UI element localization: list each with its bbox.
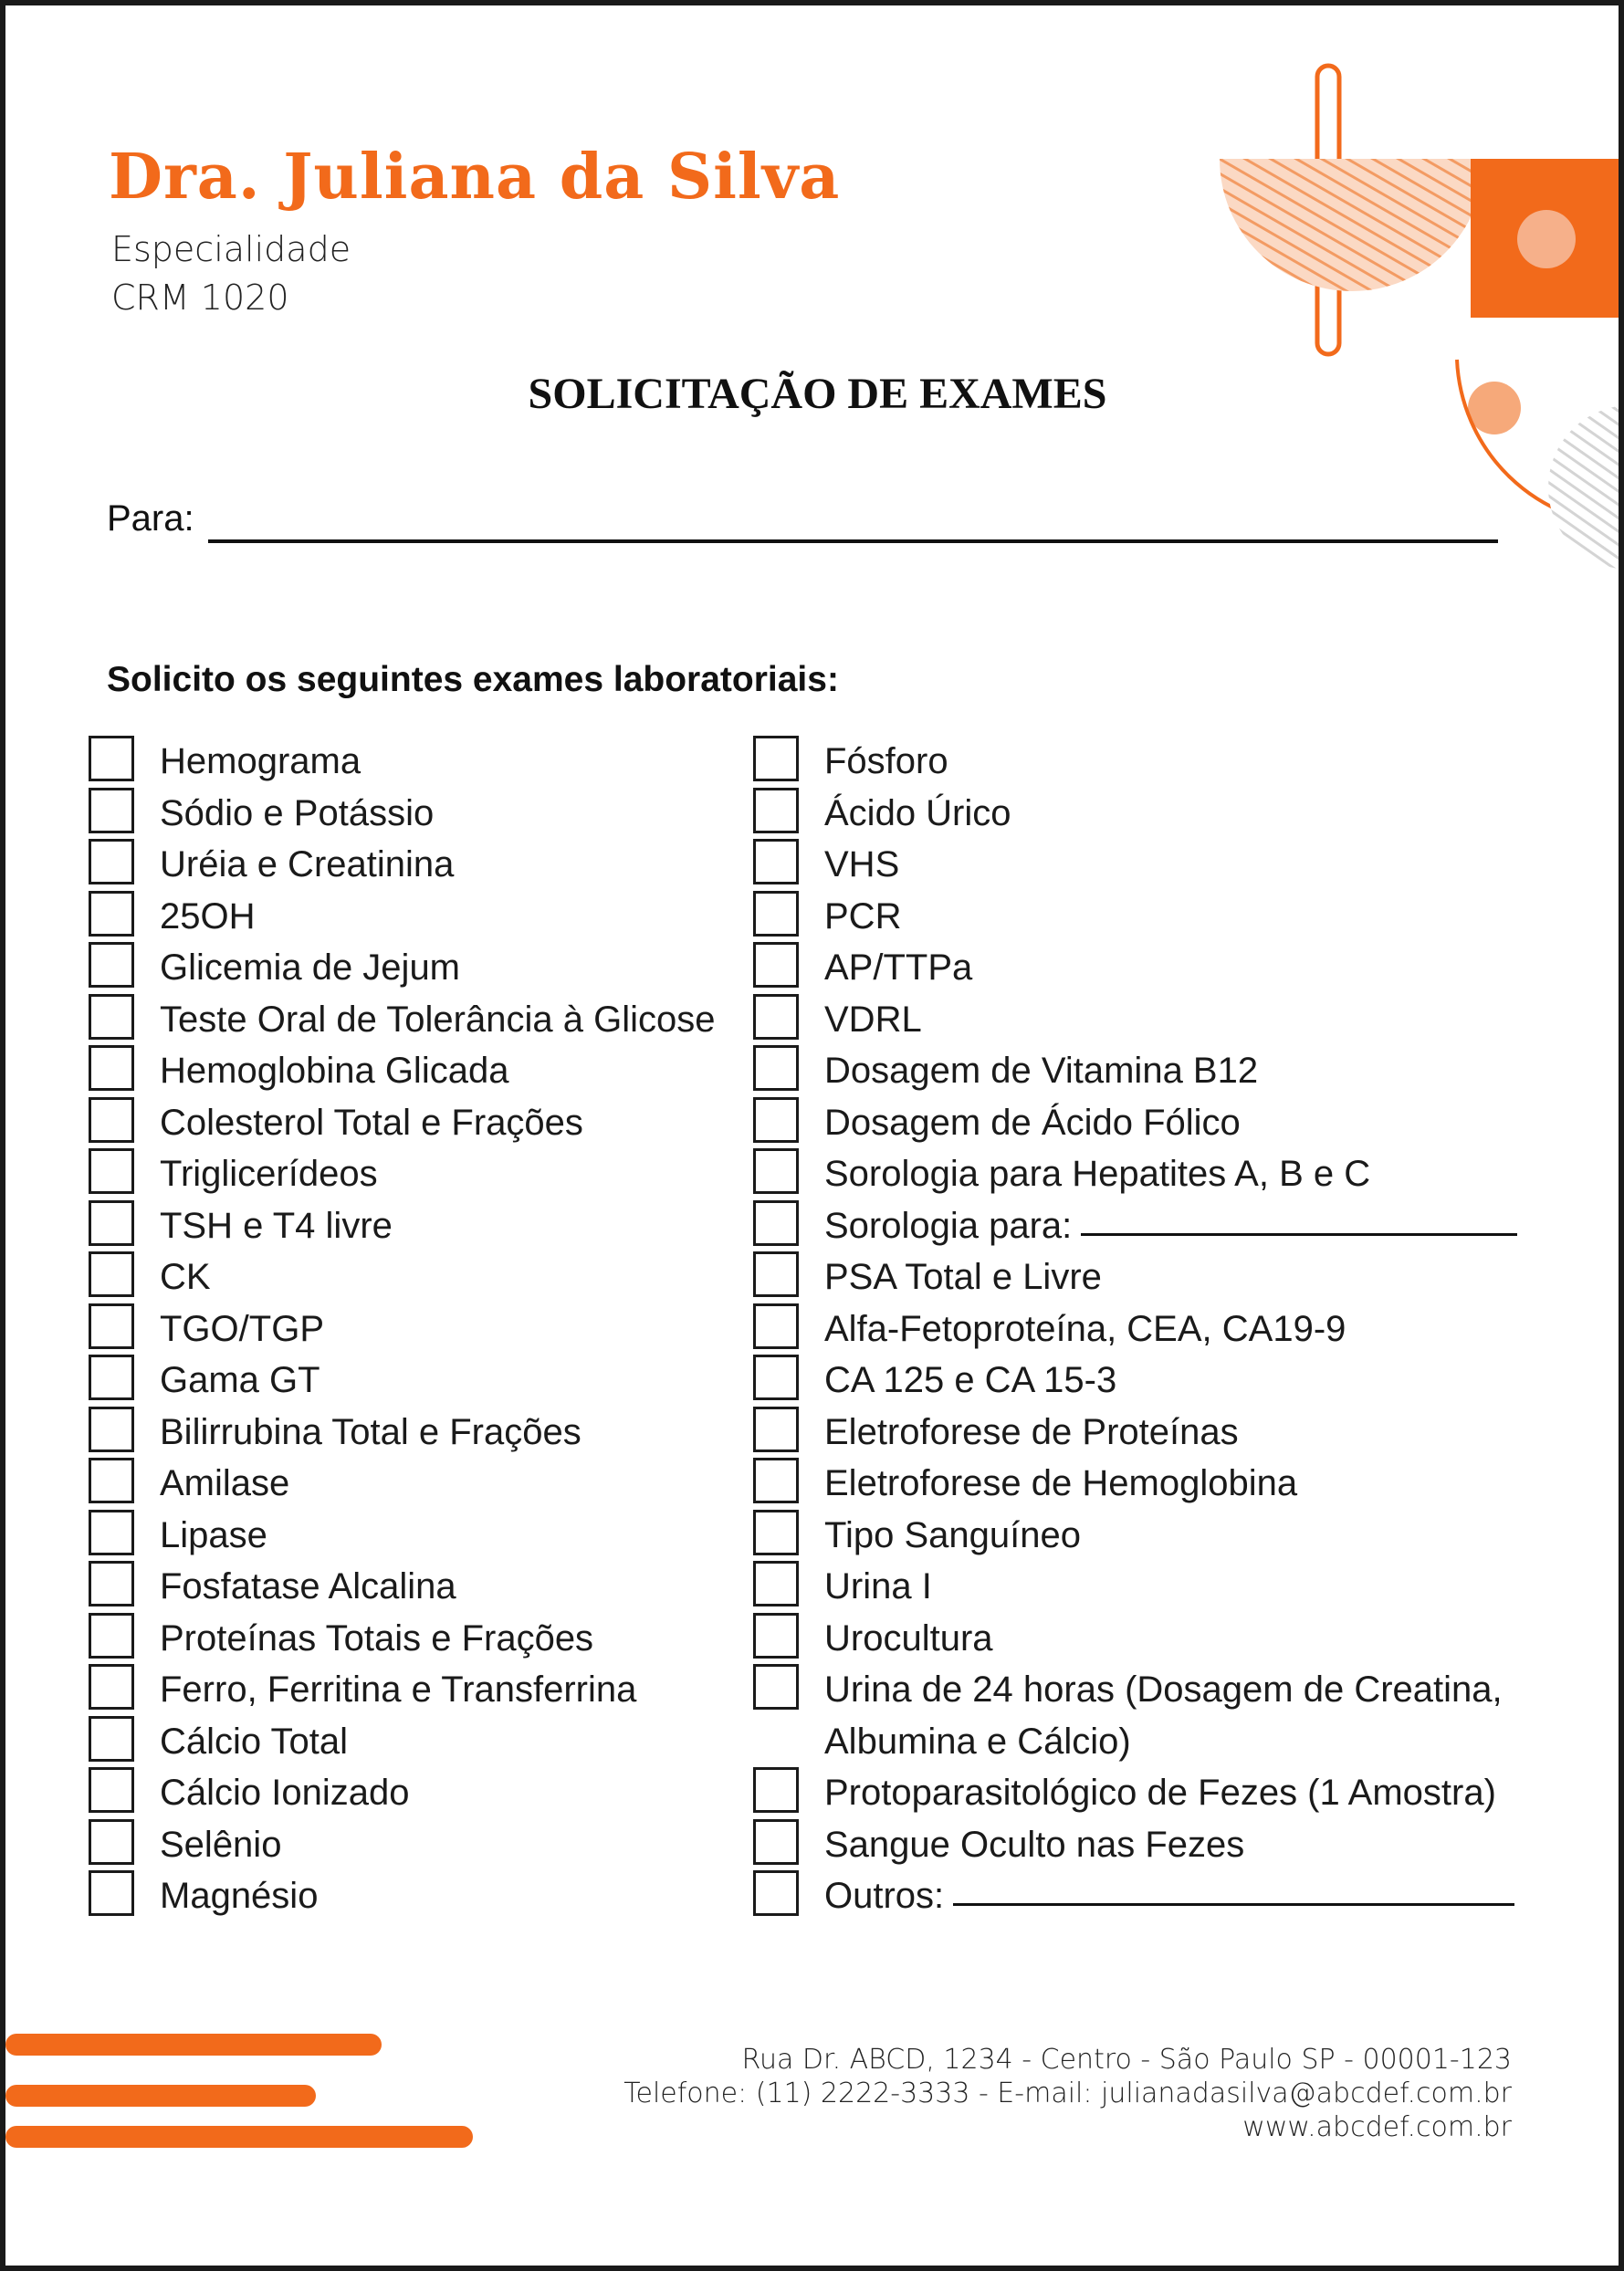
exam-checkbox[interactable] <box>753 1819 799 1865</box>
exam-checkbox[interactable] <box>89 1819 134 1865</box>
exam-checkbox[interactable] <box>753 1767 799 1813</box>
footer-website: www.abcdef.com.br <box>1242 2111 1512 2143</box>
exam-label: TGO/TGP <box>160 1308 324 1349</box>
exam-label: Gama GT <box>160 1360 320 1400</box>
exam-label: Eletroforese de Hemoglobina <box>824 1463 1298 1503</box>
exam-checkbox[interactable] <box>89 1303 134 1349</box>
exam-label: Cálcio Ionizado <box>160 1773 410 1813</box>
exam-label: Urina I <box>824 1566 932 1606</box>
exam-checkbox[interactable] <box>753 1097 799 1143</box>
exam-label: Sódio e Potássio <box>160 792 435 833</box>
exam-label: Hemograma <box>160 741 361 781</box>
exam-label: PCR <box>824 895 902 937</box>
exam-label: Ácido Úrico <box>824 792 1011 833</box>
exam-label: Sorologia para Hepatites A, B e C <box>824 1154 1371 1194</box>
exam-label: Hemoglobina Glicada <box>160 1051 509 1091</box>
exam-checkbox[interactable] <box>753 788 799 833</box>
decor-light-circle-on-square <box>1517 210 1576 268</box>
exam-checkbox[interactable] <box>89 1510 134 1555</box>
exam-label: 25OH <box>160 895 256 937</box>
exam-checkbox[interactable] <box>753 994 799 1040</box>
exam-checkbox[interactable] <box>753 1613 799 1659</box>
exam-label: AP/TTPa <box>824 947 973 988</box>
exam-label: PSA Total e Livre <box>824 1257 1102 1297</box>
exam-request-intro: Solicito os seguintes exames laboratoriais: <box>107 660 839 699</box>
exam-checkbox[interactable] <box>753 839 799 884</box>
exam-label: Cálcio Total <box>160 1721 349 1762</box>
exam-checkbox[interactable] <box>753 1045 799 1091</box>
decor-bar-1 <box>5 2034 382 2056</box>
exam-checkbox[interactable] <box>89 1561 134 1606</box>
exam-label: TSH e T4 livre <box>160 1205 393 1246</box>
exam-checkbox[interactable] <box>753 1200 799 1246</box>
footer-address: Rua Dr. ABCD, 1234 - Centro - São Paulo SP - 00001-123 <box>741 2044 1512 2076</box>
exam-label: Fosfatase Alcalina <box>160 1566 456 1606</box>
exam-label: Dosagem de Ácido Fólico <box>824 1102 1241 1143</box>
exam-label: Alfa-Fetoproteína, CEA, CA19-9 <box>824 1308 1346 1349</box>
exam-label-line-1: Urina de 24 horas (Dosagem de Creatina, <box>824 1669 1503 1710</box>
exam-label: Teste Oral de Tolerância à Glicose <box>160 999 716 1040</box>
exam-label: Colesterol Total e Frações <box>160 1102 583 1143</box>
decor-gray-hatched-circle <box>1548 405 1624 570</box>
exam-checkbox[interactable] <box>89 1200 134 1246</box>
exam-label: Selênio <box>160 1824 282 1865</box>
exam-checkbox[interactable] <box>89 1870 134 1916</box>
decor-hatched-semicircle <box>1220 159 1484 291</box>
exam-label: Proteínas Totais e Frações <box>160 1617 594 1659</box>
sorologia-field-line[interactable] <box>1081 1233 1517 1236</box>
decor-bar-3 <box>5 2126 473 2148</box>
exam-checkbox[interactable] <box>89 1664 134 1710</box>
exam-label: Sangue Oculto nas Fezes <box>824 1824 1245 1865</box>
exam-checkbox[interactable] <box>753 736 799 781</box>
exam-checkbox[interactable] <box>753 1251 799 1297</box>
doctor-name: Dra. Juliana da Silva <box>109 141 841 214</box>
exam-label <box>824 1664 1503 1767</box>
exam-label-text: Outros: <box>824 1876 945 1916</box>
exam-checkbox[interactable] <box>89 942 134 988</box>
exam-checkbox[interactable] <box>753 1458 799 1503</box>
exam-label: Urocultura <box>824 1617 993 1659</box>
exam-checkbox[interactable] <box>89 994 134 1040</box>
footer-contact: Telefone: (11) 2222-3333 - E-mail: julianadasilva@abcdef.com.br <box>623 2077 1512 2109</box>
exam-label: Glicemia de Jejum <box>160 947 461 988</box>
decor-bar-2 <box>5 2085 316 2107</box>
exam-label: VHS <box>824 844 900 884</box>
exam-label: Uréia e Creatinina <box>160 844 455 884</box>
exam-checkbox[interactable] <box>89 736 134 781</box>
exam-checkbox[interactable] <box>89 891 134 937</box>
exam-checkbox[interactable] <box>753 1303 799 1349</box>
exam-checkbox[interactable] <box>89 1251 134 1297</box>
exam-label: Magnésio <box>160 1876 319 1916</box>
exam-label <box>824 1870 1514 1922</box>
exam-checkbox[interactable] <box>89 1407 134 1452</box>
exam-label: Triglicerídeos <box>160 1154 378 1194</box>
exam-checkbox[interactable] <box>89 1097 134 1143</box>
exam-checkbox[interactable] <box>753 1148 799 1194</box>
exam-checkbox[interactable] <box>753 1664 799 1710</box>
exam-checkbox[interactable] <box>89 1767 134 1813</box>
exam-label: VDRL <box>824 999 922 1040</box>
document-title: SOLICITAÇÃO DE EXAMES <box>528 370 1107 418</box>
exam-checkbox[interactable] <box>753 1355 799 1400</box>
exam-label: Dosagem de Vitamina B12 <box>824 1051 1259 1091</box>
exam-label: Lipase <box>160 1514 267 1555</box>
exam-checkbox[interactable] <box>753 1407 799 1452</box>
recipient-field-line[interactable] <box>208 539 1498 543</box>
exam-checkbox[interactable] <box>89 1045 134 1091</box>
exam-checkbox[interactable] <box>753 891 799 937</box>
exam-checkbox[interactable] <box>89 1355 134 1400</box>
exam-label: Tipo Sanguíneo <box>824 1514 1081 1555</box>
exam-checkbox[interactable] <box>753 942 799 988</box>
exam-label: Ferro, Ferritina e Transferrina <box>160 1669 637 1710</box>
crm-number: CRM 1020 <box>111 277 289 318</box>
recipient-label: Para: <box>107 498 194 539</box>
exam-label: Protoparasitológico de Fezes (1 Amostra) <box>824 1773 1496 1813</box>
exam-label <box>824 1200 1517 1252</box>
exam-checkbox[interactable] <box>89 1613 134 1659</box>
outros-field-line[interactable] <box>953 1903 1514 1906</box>
exam-label-text: Sorologia para: <box>824 1205 1073 1246</box>
exam-label: Fósforo <box>824 741 948 781</box>
exam-label: CK <box>160 1257 211 1297</box>
exam-label: Bilirrubina Total e Frações <box>160 1411 581 1452</box>
exam-checkbox[interactable] <box>753 1870 799 1916</box>
exam-label: CA 125 e CA 15-3 <box>824 1360 1117 1400</box>
specialty: Especialidade <box>111 229 351 269</box>
exam-checkbox[interactable] <box>753 1510 799 1555</box>
exam-checkbox[interactable] <box>89 1148 134 1194</box>
exam-checkbox[interactable] <box>89 1716 134 1762</box>
exam-label: Amilase <box>160 1463 290 1503</box>
exam-checkbox[interactable] <box>89 788 134 833</box>
exam-checkbox[interactable] <box>89 1458 134 1503</box>
exam-label-line-2: Albumina e Cálcio) <box>824 1721 1131 1762</box>
exam-checkbox[interactable] <box>89 839 134 884</box>
exam-label: Eletroforese de Proteínas <box>824 1411 1239 1452</box>
exam-checkbox[interactable] <box>753 1561 799 1606</box>
